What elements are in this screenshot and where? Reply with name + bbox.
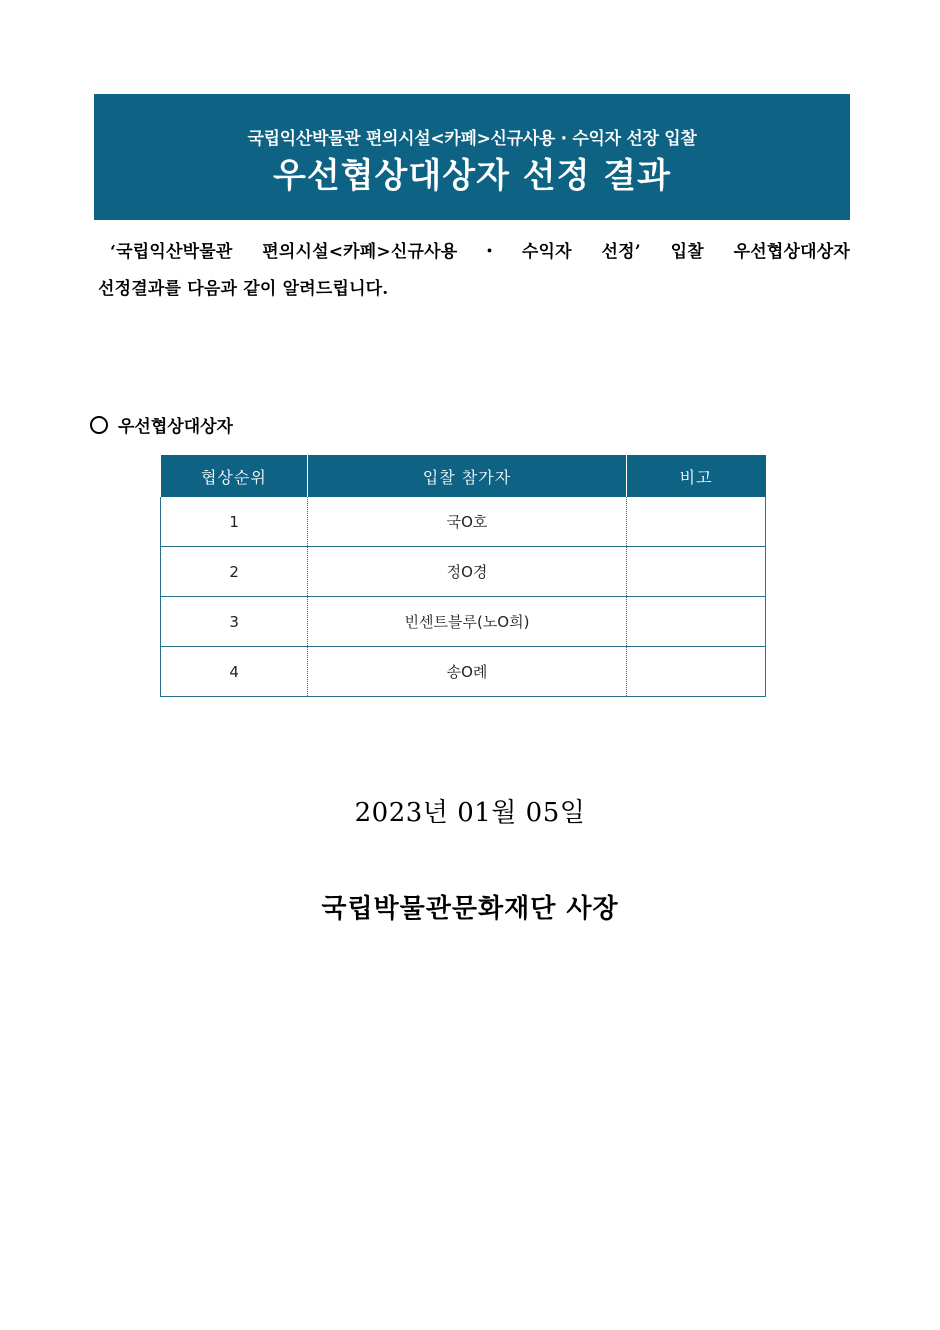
cell-rank: 2: [161, 547, 308, 597]
cell-participant: 송O례: [308, 647, 627, 697]
header-participant: 입찰 참가자: [308, 455, 627, 497]
announcement-date: 2023년 01월 05일: [354, 798, 586, 828]
table-row: [161, 597, 766, 647]
table-row: [161, 497, 766, 547]
circle-bullet-icon: [90, 416, 108, 434]
header-rank: 협상순위: [161, 455, 308, 497]
intro-line-2: 선정결과를 다음과 같이 알려드립니다.: [98, 279, 389, 299]
intro-paragraph: [98, 234, 850, 308]
result-table: [160, 455, 766, 697]
cell-note: [626, 597, 765, 647]
banner-subtitle: 국립익산박물관 편의시설<카페>신규사용 · 수익자 선장 입찰: [247, 129, 697, 149]
section-heading: [90, 412, 233, 437]
page-title: 우선협상대상자 선정 결과: [273, 156, 671, 196]
cell-note: [626, 497, 765, 547]
title-banner: [94, 94, 850, 220]
intro-line-1: ‘국립익산박물관 편의시설<카페>신규사용・수익자 선정’ 입찰 우선협상대상자: [110, 242, 850, 262]
cell-participant: 국O호: [308, 497, 627, 547]
cell-participant: 정O경: [308, 547, 627, 597]
cell-rank: 4: [161, 647, 308, 697]
section-heading-label: 우선협상대상자: [118, 417, 233, 437]
issuer-signature: 국립박물관문화재단 사장: [321, 894, 619, 924]
cell-rank: 3: [161, 597, 308, 647]
cell-rank: 1: [161, 497, 308, 547]
header-note: 비고: [626, 455, 765, 497]
cell-participant: 빈센트블루(노O희): [308, 597, 627, 647]
table-row: [161, 647, 766, 697]
table-row: [161, 547, 766, 597]
cell-note: [626, 547, 765, 597]
cell-note: [626, 647, 765, 697]
table-header-row: [161, 455, 766, 497]
